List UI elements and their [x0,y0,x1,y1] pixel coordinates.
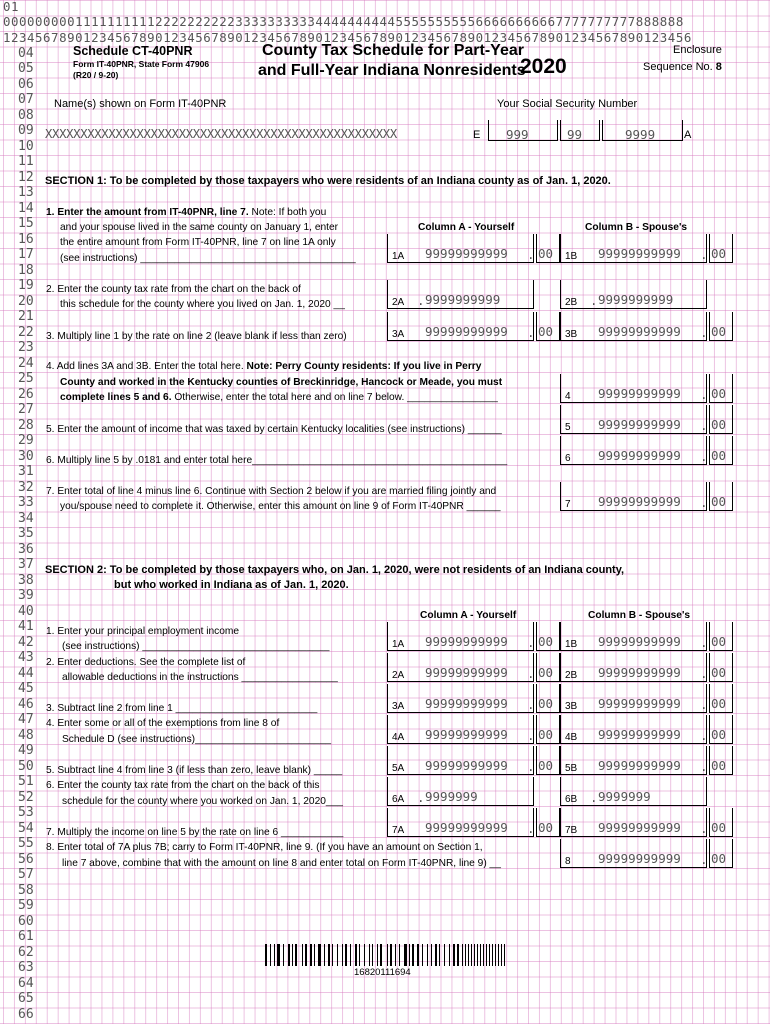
line-number: 46 [18,696,34,712]
decimal-point: . [700,449,708,464]
decimal-point: . [590,293,598,308]
line-number: 20 [18,293,34,309]
line-number: 04 [18,45,34,61]
barcode-bar [390,944,392,966]
ssn-part3-box[interactable]: 9999 [602,120,683,141]
s2-line5: 5. Subtract line 4 from line 3 (if less than zero, leave blank) _____ [46,765,343,776]
cents-value: 00 [711,696,727,711]
line-label: 7B [565,825,578,836]
barcode-bar [477,944,479,966]
line-number: 50 [18,758,34,774]
column-ruler-row3: 12345678901234567890123456789012345678901234567890123456789012345678901234567890123456 [3,30,692,45]
section1-heading [45,175,611,187]
line-label: 4 [565,391,571,402]
decimal-point: . [700,247,708,262]
barcode-bar [489,944,491,966]
line-number: 47 [18,712,34,727]
revision: (R20 / 9-20) [73,70,119,80]
barcode-bar [387,944,388,966]
barcode-bar [283,944,284,966]
s2-line2: 2. Enter deductions. See the complete list of [46,657,246,668]
barcode-bar [435,944,437,966]
field-value: 99999999999 [598,448,681,463]
field-value: 99999999999 [425,324,508,339]
line-number: 22 [18,324,34,340]
line-number: 14 [18,200,34,216]
line-number: 28 [18,417,34,433]
line-number: 10 [18,138,34,154]
field-value: 99999999999 [425,820,508,835]
line-number: 40 [18,603,34,619]
cents-value: 00 [711,665,727,680]
s1-line2: 2. Enter the county tax rate from the chart on the back of [46,284,301,295]
line-number: 09 [18,123,34,138]
cents-value: 00 [711,494,727,509]
line-label: 7A [392,825,405,836]
line-number: 27 [18,402,34,417]
barcode-bar [462,944,464,966]
line-number: 29 [18,433,34,448]
line-number: 65 [18,991,34,1006]
section2-text-cont: but who worked in Indiana as of Jan. 1, 2020. [114,579,349,591]
s1-line1: 1. Enter the amount from IT-40PNR, line 7. Note: If both you [46,207,327,218]
cents-value: 00 [711,417,727,432]
field-value: 99999999999 [425,246,508,261]
s1-line7-cont: you/spouse need to complete it. Otherwise, enter this amount on line 9 of Form IT-40PNR ______ [60,501,501,512]
line-number: 59 [18,898,34,913]
barcode-bar [350,944,351,966]
barcode-bar [274,944,275,966]
line-number: 38 [18,572,34,588]
barcode-bar [468,944,470,966]
line-number: 05 [18,61,34,76]
cents-value: 00 [711,246,727,261]
decimal-point: . [700,852,708,867]
line-label: 5B [565,763,578,774]
decimal-point: . [527,821,535,836]
line-number: 41 [18,619,34,634]
line-number: 12 [18,169,34,185]
line-label: 2A [392,297,405,308]
s2-line1-cont: (see instructions) _________________________________ [62,641,330,652]
cents-value: 00 [538,758,554,773]
section2-heading [45,564,624,576]
decimal-point: . [527,759,535,774]
line-label: 5 [565,422,571,433]
line-number: 25 [18,371,34,386]
field-value: 99999999999 [598,758,681,773]
ssn-label: Your Social Security Number [497,98,638,110]
line-label: 1B [565,639,578,650]
field-value: 99999999999 [598,417,681,432]
decimal-point: . [700,666,708,681]
s2-line3: 3. Subtract line 2 from line 1 _________________________ [46,703,318,714]
line-number: 13 [18,185,34,200]
field-value: 9999999999 [598,292,674,307]
line-number: 61 [18,929,34,944]
line-number: 11 [18,154,34,169]
line-number: 18 [18,262,34,278]
decimal-point: . [417,790,425,805]
decimal-point: . [700,635,708,650]
barcode-bar [302,944,303,966]
line-number: 42 [18,634,34,650]
decimal-point: . [527,697,535,712]
line-number: 07 [18,92,34,107]
line-number: 19 [18,278,34,293]
cents-value: 00 [711,448,727,463]
line-number: 32 [18,479,34,495]
barcode-bar [439,944,440,966]
column-ruler-row1: 01 [3,0,20,14]
line-number: 48 [18,727,34,743]
line-number: 08 [18,107,34,123]
field-value: 99999999999 [598,665,681,680]
line-number: 15 [18,216,34,231]
barcode-bar [409,944,410,966]
barcode-bar [270,944,271,966]
decimal-point: . [700,821,708,836]
barcode-bar [359,944,360,966]
line-label: 2B [565,670,578,681]
s2-line6-cont: schedule for the county where you worked on Jan. 1, 2020___ [62,796,343,807]
cents-value: 00 [538,665,554,680]
line-number: 39 [18,588,34,603]
names-label: Name(s) shown on Form IT-40PNR [54,98,227,110]
line-number: 23 [18,340,34,355]
barcode-bar [471,944,473,966]
barcode-bar [345,944,347,966]
barcode-bar [449,944,450,966]
decimal-point: . [700,759,708,774]
field-value: 99999999999 [598,696,681,711]
column-ruler-row2: 0000000001111111111222222222233333333334444444444555555555566666666667777777777888888 [3,14,684,29]
decimal-point: . [700,728,708,743]
cents-value: 00 [711,820,727,835]
field-value: 99999999999 [598,324,681,339]
barcode-bar [404,944,407,966]
field-value: 99999999999 [598,246,681,261]
s2-line7: 7. Multiply the income on line 5 by the rate on line 6 ___________ [46,827,344,838]
sequence-number: 8 [715,61,722,73]
decimal-point: . [700,495,708,510]
barcode-bar [337,944,338,966]
line-label: 3B [565,701,578,712]
line-label: 3A [392,329,405,340]
barcode-bar [486,944,488,966]
line-number: 58 [18,882,34,898]
barcode-bar [318,944,321,966]
line-number: 17 [18,247,34,262]
s1-line1-cont3: (see instructions) ______________________________________ [60,253,356,264]
cents-value: 00 [538,246,554,261]
barcode-bar [453,944,455,966]
field-value: 99999999999 [598,820,681,835]
line-number: 66 [18,1006,34,1022]
barcode-bar [305,944,307,966]
line-number: 64 [18,975,34,991]
line-label: 3B [565,329,578,340]
line-label: 6A [392,794,405,805]
s1-line4-cont2: complete lines 5 and 6. Otherwise, enter the total here and on line 7 below. ________________ [60,392,498,403]
barcode-bar [332,944,333,966]
barcode-bar [372,944,373,966]
barcode-bar [364,944,365,966]
field-value: 99999999999 [425,758,508,773]
decimal-point: . [700,387,708,402]
line-label: 2B [565,297,578,308]
line-number: 34 [18,510,34,526]
decimal-point: . [700,418,708,433]
line-label: 1B [565,251,578,262]
field-value: 9999999 [425,789,478,804]
s2-line8: 8. Enter total of 7A plus 7B; carry to Form IT-40PNR, line 9. (If you have an amount on Section 1, [46,842,483,853]
cents-value: 00 [711,851,727,866]
line-label: 4B [565,732,578,743]
line-number: 54 [18,820,34,836]
decimal-point: . [527,325,535,340]
field-value: 99999999999 [598,851,681,866]
barcode-bar [474,944,476,966]
s1-line6: 6. Multiply line 5 by .0181 and enter total here_____________________________________________ [46,455,508,466]
barcode-bar [495,944,497,966]
line-label: 6 [565,453,571,464]
s1-line5: 5. Enter the amount of income that was taxed by certain Kentucky localities (see instructions) ______ [46,424,502,435]
s2-line6: 6. Enter the county tax rate from the chart on the back of this [46,780,320,791]
field-value: 99999999999 [598,634,681,649]
decimal-point: . [700,697,708,712]
barcode-bar [324,944,325,966]
barcode-bar [412,944,414,966]
line-label: 1A [392,639,405,650]
s1-column-a-header: Column A - Yourself [418,222,515,233]
line-number: 53 [18,805,34,820]
decimal-point: . [527,666,535,681]
ssn-part1-box[interactable]: 999 [488,120,558,141]
line-label: 7 [565,499,571,510]
barcode-number: 16820111694 [354,967,411,978]
section1-text: To be completed by those taxpayers who were residents of an Indiana county as of Jan. 1, 2020. [109,175,611,187]
field-value: 99999999999 [425,727,508,742]
line-number: 31 [18,464,34,479]
cents-value: 00 [538,727,554,742]
barcode-bar [310,944,312,966]
section1-label: SECTION 1: [45,175,107,187]
ssn-mark: A [684,129,692,141]
line-number: 30 [18,448,34,464]
s2-line2-cont: allowable deductions in the instructions _________________ [62,672,338,683]
line-label: 2A [392,670,405,681]
sequence-label: Sequence No. 8 [643,61,722,73]
barcode-bar [395,944,396,966]
s2-line4-cont: Schedule D (see instructions)________________________ [62,734,332,745]
line-number: 55 [18,836,34,851]
s1-line3: 3. Multiply line 1 by the rate on line 2 (leave blank if less than zero) [46,331,347,342]
s2-column-b-header: Column B - Spouse's [588,610,691,621]
s2-line8-cont: line 7 above, combine that with the amount on line 8 and enter total on Form IT-40PNR, line 9) __ [62,858,501,869]
line-number: 44 [18,665,34,681]
line-number: 26 [18,386,34,402]
cents-value: 00 [711,727,727,742]
barcode-bar [399,944,400,966]
line-number: 16 [18,231,34,247]
barcode-bar [377,944,378,966]
barcode-bar [342,944,343,966]
field-value: 9999999 [598,789,651,804]
form-id: Form IT-40PNR, State Form 47906 [73,59,210,69]
barcode-bar [480,944,482,966]
line-number: 56 [18,851,34,867]
title-line-1: County Tax Schedule for Part-Year [262,42,524,59]
line-number: 57 [18,867,34,882]
tax-year: 2020 [520,55,567,78]
barcode-bar [328,944,330,966]
barcode-bar [457,944,459,966]
line-number: 49 [18,743,34,758]
s2-line1: 1. Enter your principal employment income [46,626,240,637]
line-number: 06 [18,76,34,92]
line-label: 1A [392,251,405,262]
line-number: 45 [18,681,34,696]
decimal-point: . [590,790,598,805]
s1-line4-cont1: County and worked in the Kentucky counties of Breckinridge, Hancock or Meade, you must [60,377,503,388]
line-number: 52 [18,789,34,805]
barcode-bar [483,944,485,966]
line-number: 35 [18,526,34,541]
schedule-id: Schedule CT-40PNR [73,44,193,58]
barcode-bar [295,944,297,966]
field-value: 99999999999 [598,727,681,742]
barcode-bar [444,944,445,966]
cents-value: 00 [711,758,727,773]
s1-line2-cont: this schedule for the county where you lived on Jan. 1, 2020 __ [60,299,345,310]
barcode-bar [288,944,290,966]
line-label: 8 [565,856,571,867]
line-number: 63 [18,960,34,975]
field-value: 9999999999 [425,292,501,307]
barcode-bar [417,944,419,966]
line-number: 60 [18,913,34,929]
barcode-bar [265,944,267,966]
cents-value: 00 [538,820,554,835]
s1-line1-cont1: and your spouse lived in the same county on January 1, enter [60,222,339,233]
cents-value: 00 [538,634,554,649]
section2-label: SECTION 2: [45,564,107,576]
barcode-bar [431,944,432,966]
cents-value: 00 [538,696,554,711]
ssn-part2-box[interactable]: 99 [560,120,600,141]
field-value: 99999999999 [598,386,681,401]
line-number: 36 [18,541,34,557]
line-number: 37 [18,557,34,572]
barcode-bar [498,944,500,966]
barcode-bar [492,944,494,966]
decimal-point: . [417,293,425,308]
decimal-point: . [527,728,535,743]
line-number: 62 [18,944,34,960]
barcode-bar [427,944,428,966]
cents-value: 00 [711,634,727,649]
line-number: 33 [18,495,34,510]
cents-value: 00 [538,324,554,339]
section2-text: To be completed by those taxpayers who, on Jan. 1, 2020, were not residents of an Indiana county, [109,564,625,576]
field-value: 99999999999 [425,634,508,649]
barcode-bar [277,944,280,966]
barcode-bar [369,944,370,966]
line-number: 24 [18,355,34,371]
s2-line4: 4. Enter some or all of the exemptions from line 8 of [46,718,280,729]
cents-value: 00 [711,324,727,339]
barcode-bar [355,944,357,966]
line-label: 4A [392,732,405,743]
line-label: 3A [392,701,405,712]
decimal-point: . [527,247,535,262]
barcode-bar [504,944,506,966]
decimal-point: . [700,325,708,340]
line-number: 51 [18,774,34,789]
enclosure-label: Enclosure [673,44,722,56]
s1-line7: 7. Enter total of line 4 minus line 6. Continue with Section 2 below if you are married filing jointly and [46,486,497,497]
decimal-point: . [527,635,535,650]
field-value: 99999999999 [598,494,681,509]
field-value: 99999999999 [425,665,508,680]
line-label: 6B [565,794,578,805]
s1-column-b-header: Column B - Spouse's [585,222,688,233]
barcode-bar [422,944,423,966]
s2-column-a-header: Column A - Yourself [420,610,517,621]
barcode-bar [380,944,382,966]
field-value: 99999999999 [425,696,508,711]
barcode-bar [465,944,467,966]
name-field[interactable]: XXXXXXXXXXXXXXXXXXXXXXXXXXXXXXXXXXXXXXXXXXXXXXXXXX [45,127,397,141]
barcode-bar [292,944,293,966]
line-label: 5A [392,763,405,774]
cents-value: 00 [711,386,727,401]
barcode-bar [501,944,503,966]
line-number: 43 [18,650,34,665]
line-number: 21 [18,309,34,324]
s1-line4: 4. Add lines 3A and 3B. Enter the total here. Note: Perry County residents: If you live in Perry [46,361,482,372]
s1-line1-cont2: the entire amount from Form IT-40PNR, line 7 on line 1A only [60,237,336,248]
title-line-2: and Full-Year Indiana Nonresidents [258,62,526,79]
barcode-bar [314,944,315,966]
name-field-mark: E [473,129,481,141]
